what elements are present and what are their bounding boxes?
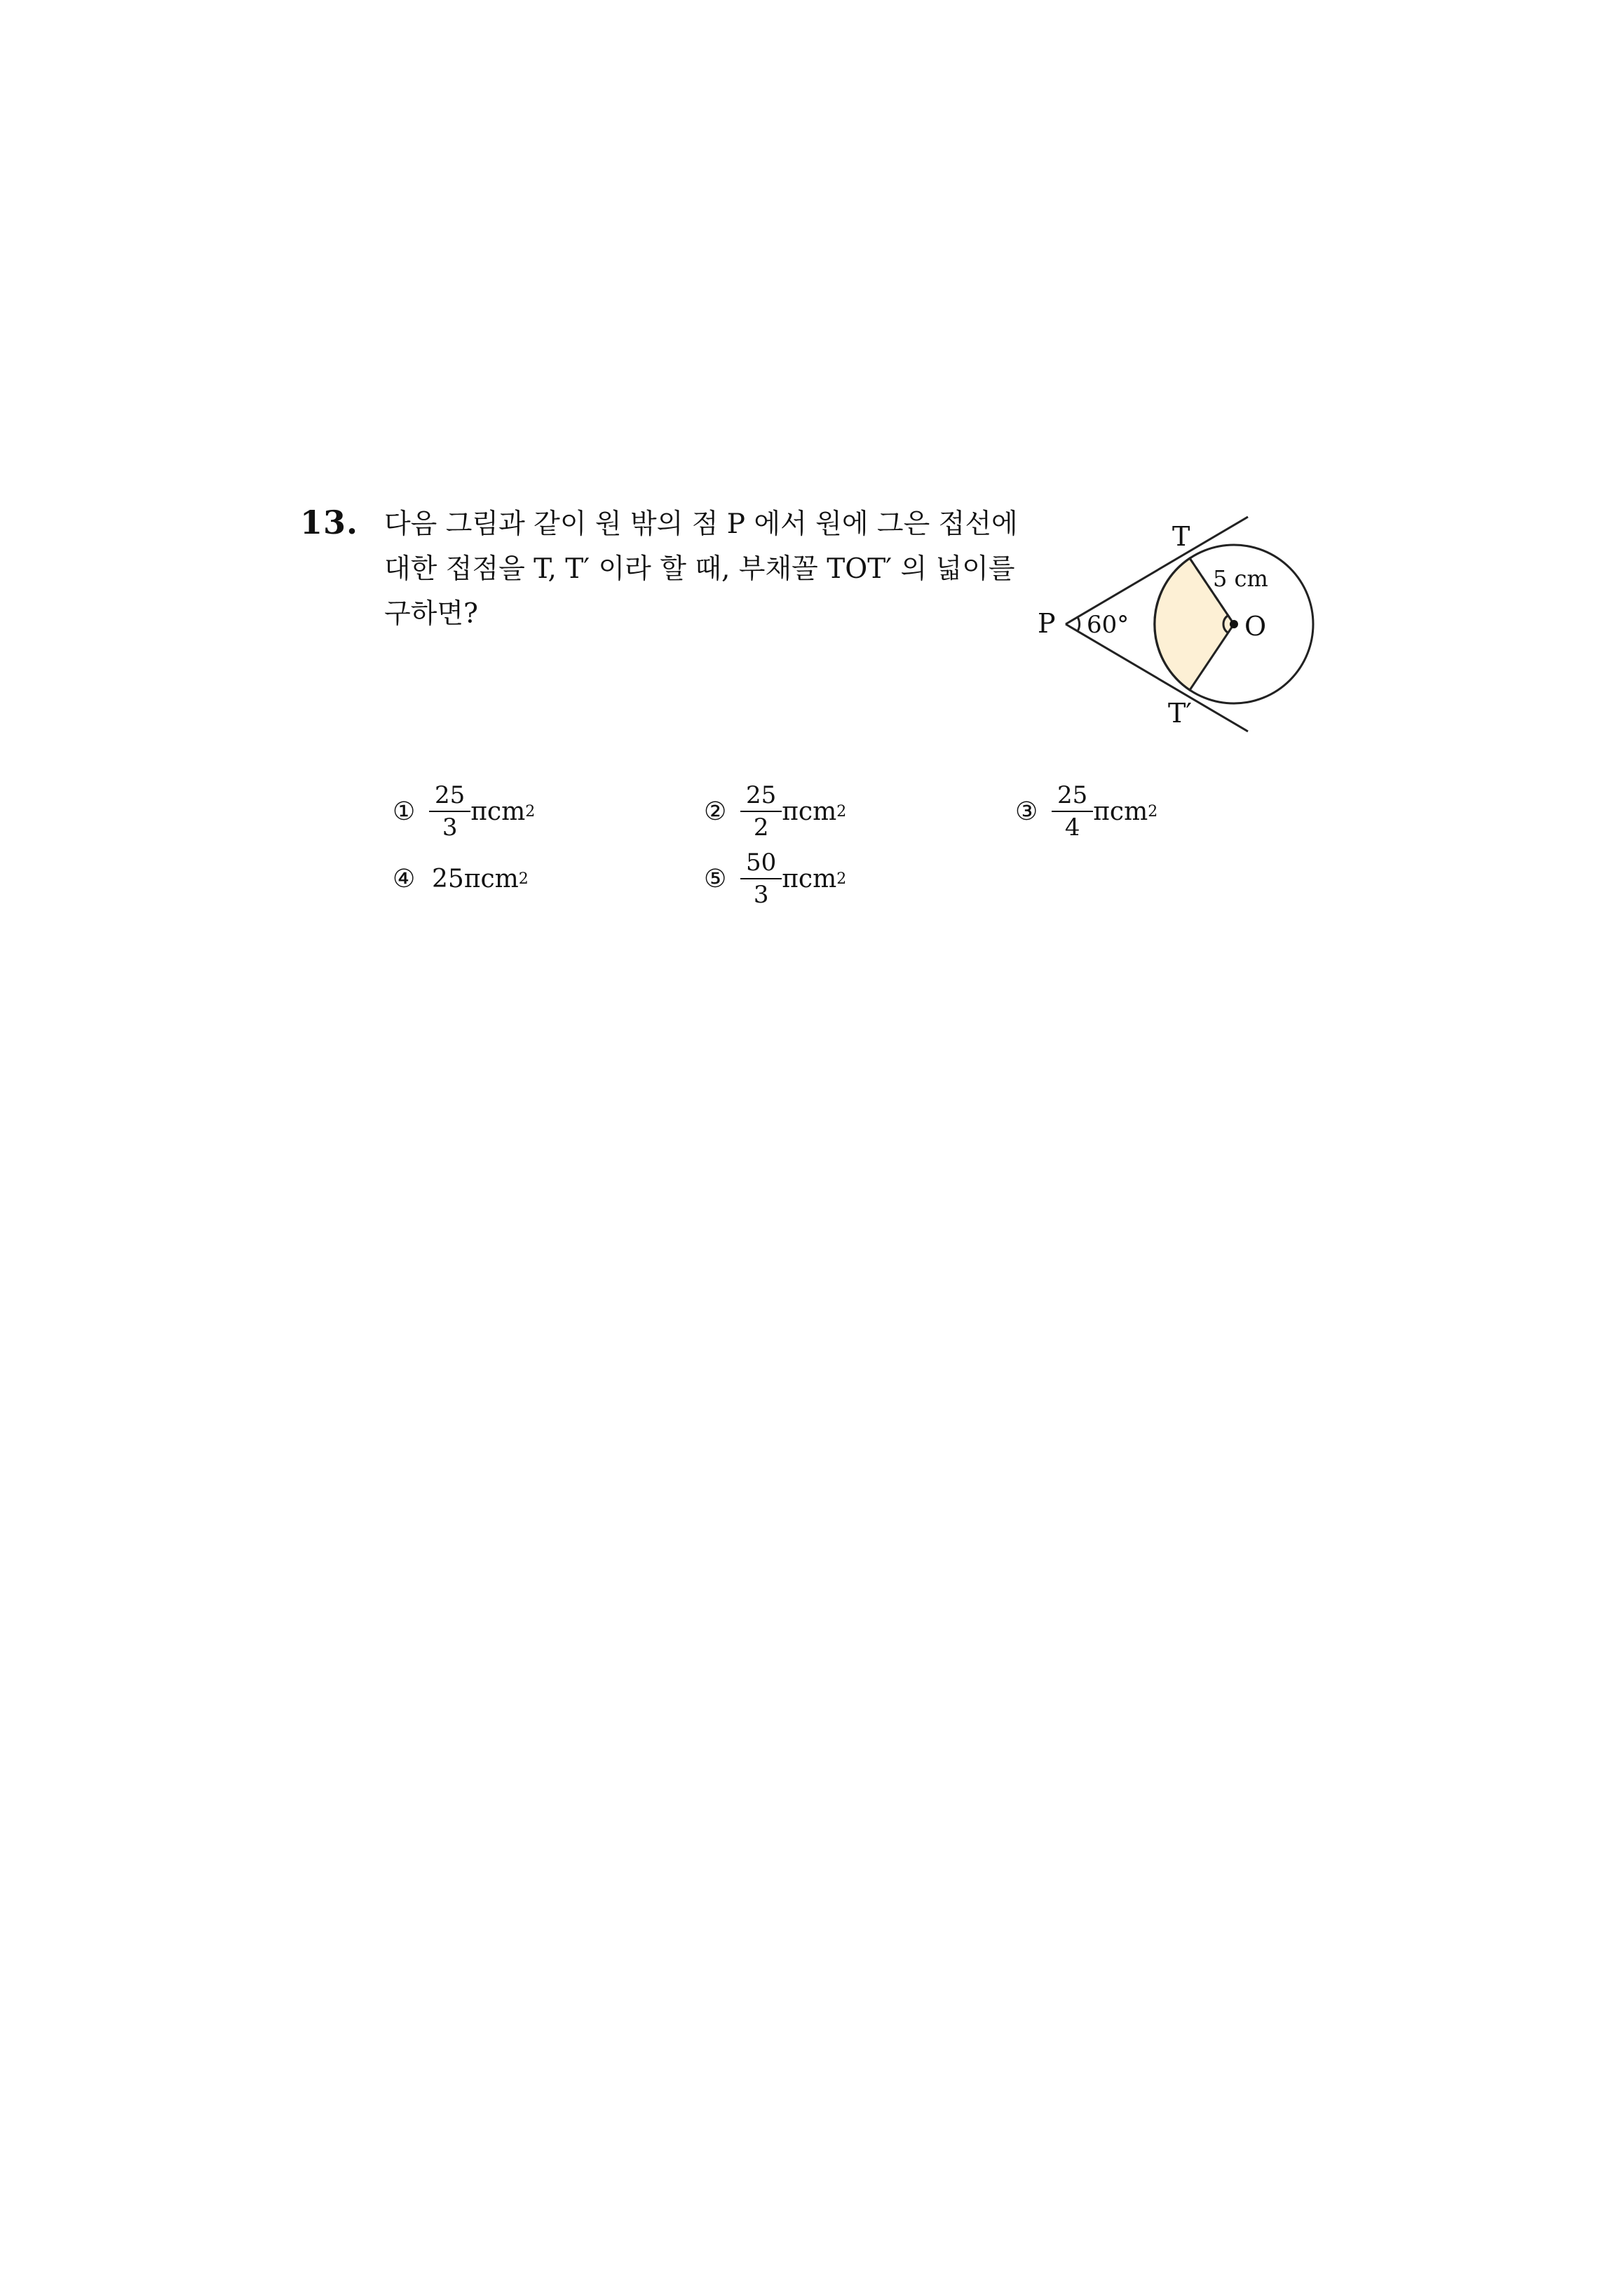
choice-1-unit: πcm: [470, 797, 526, 826]
choice-3-numerator: 25: [1057, 781, 1088, 809]
choice-4-value: 25: [432, 864, 464, 893]
label-t-prime: T′: [1168, 698, 1192, 729]
choice-2-number: ②: [704, 797, 727, 826]
problem-line-2: 대한 접점을 T, T′ 이라 할 때, 부채꼴 TOT′ 의 넓이를: [384, 553, 1015, 585]
label-o: O: [1244, 611, 1267, 642]
choice-3[interactable]: [1015, 780, 1157, 843]
angle-arc-p: [1078, 617, 1080, 631]
choice-2-fraction: [743, 781, 779, 842]
choice-1[interactable]: [393, 780, 535, 843]
choice-2-denominator: 2: [740, 811, 782, 842]
choice-3-number: ③: [1015, 797, 1038, 826]
choice-2-exponent: 2: [836, 802, 847, 821]
choice-5-numerator: 50: [746, 849, 777, 877]
tangent-circle-figure: [1024, 499, 1318, 743]
choice-4-exponent: 2: [518, 870, 529, 888]
choice-3-exponent: 2: [1148, 802, 1158, 821]
choice-4-unit: πcm: [463, 864, 519, 893]
choice-1-numerator: 25: [435, 781, 466, 809]
choice-3-fraction: [1054, 781, 1090, 842]
choice-5-exponent: 2: [836, 870, 847, 888]
problem-line-3: 구하면?: [384, 598, 478, 630]
figure-svg: [1024, 499, 1318, 743]
choice-5[interactable]: [704, 847, 846, 910]
problem-statement: [384, 502, 1018, 637]
choice-5-fraction: [743, 849, 779, 909]
problem-line-1: 다음 그림과 같이 원 밖의 점 P 에서 원에 그은 접선에: [384, 508, 1018, 540]
center-dot: [1230, 620, 1238, 628]
label-t: T: [1172, 521, 1190, 552]
choice-2-numerator: 25: [746, 781, 777, 809]
choice-4[interactable]: [393, 847, 529, 910]
choice-5-unit: πcm: [782, 864, 837, 893]
choice-1-fraction: [432, 781, 468, 842]
choice-5-denominator: 3: [740, 878, 782, 909]
label-radius: 5 cm: [1213, 565, 1268, 592]
choice-3-unit: πcm: [1093, 797, 1148, 826]
choice-1-denominator: 3: [429, 811, 470, 842]
choice-4-number: ④: [393, 864, 416, 893]
problem-number: 13.: [300, 504, 359, 541]
choice-1-exponent: 2: [525, 802, 536, 821]
choice-2-unit: πcm: [782, 797, 837, 826]
label-angle: 60°: [1087, 611, 1129, 639]
choice-5-number: ⑤: [704, 864, 727, 893]
choice-2[interactable]: [704, 780, 846, 843]
label-p: P: [1038, 608, 1056, 639]
choice-1-number: ①: [393, 797, 416, 826]
choice-3-denominator: 4: [1052, 811, 1093, 842]
